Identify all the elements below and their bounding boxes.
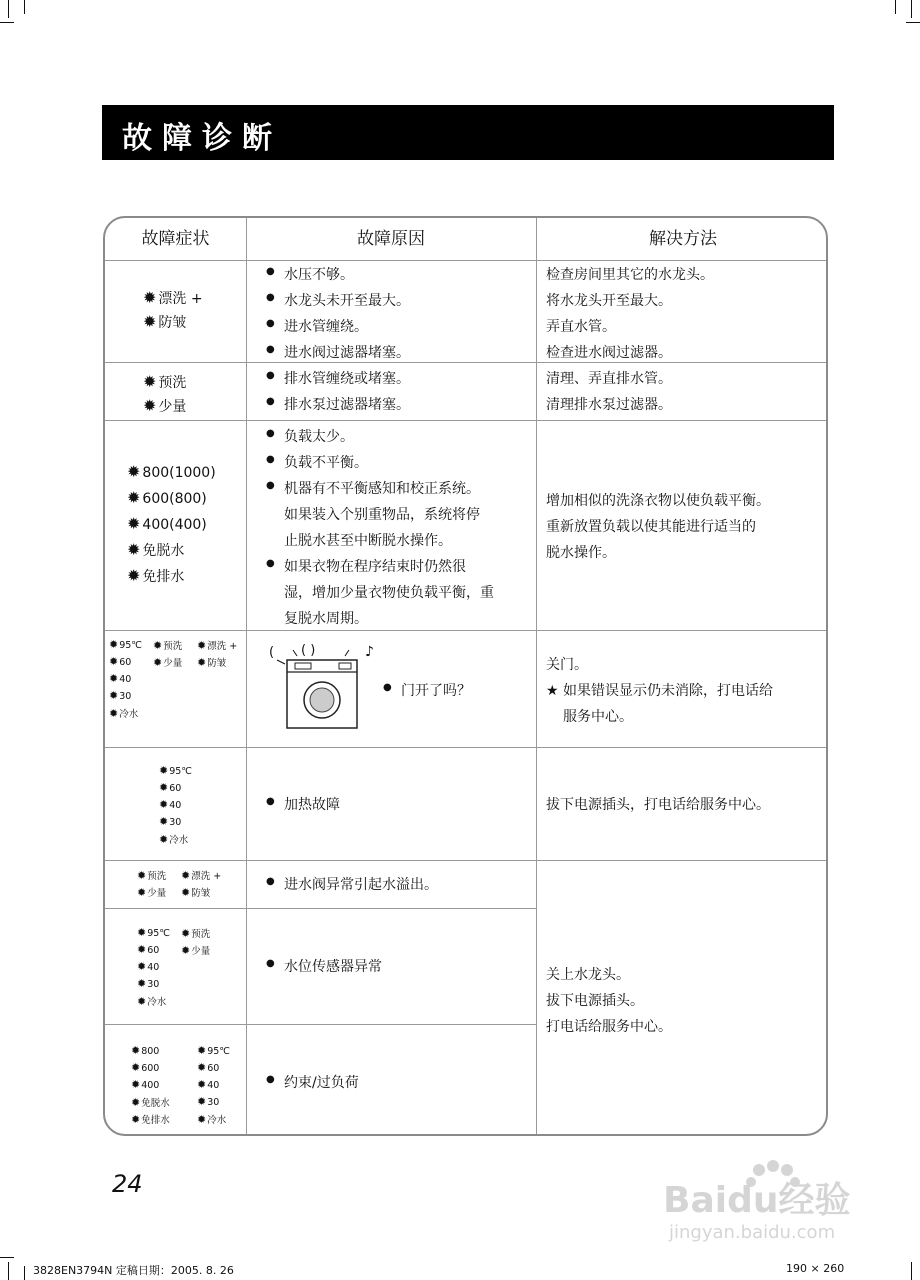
- crop-mark: [906, 22, 920, 23]
- solution-item: 清理、弄直排水管。: [546, 371, 672, 387]
- symptom-led: ✹冷水: [109, 707, 139, 720]
- led-icon: ✹: [197, 1078, 207, 1091]
- svg-text:(: (: [269, 645, 275, 660]
- led-icon: ✹: [137, 926, 147, 939]
- solution-item: 重新放置负载以使其能进行适当的: [546, 519, 756, 535]
- cause-item: ● 约束/过负荷: [284, 1072, 359, 1092]
- symptom-led: ✹ 预洗: [143, 372, 187, 391]
- header-symptom: 故障症状: [141, 229, 210, 249]
- symptom-led: ✹冷水: [159, 833, 189, 846]
- symptom-led: ✹800: [131, 1044, 160, 1057]
- watermark-url: jingyan.baidu.com: [669, 1222, 836, 1243]
- solution-item: ★ 如果错误显示仍未消除，打电话给: [546, 683, 774, 699]
- symptom-led: ✹ 少量: [143, 396, 187, 415]
- symptom-led: ✹少量: [181, 944, 211, 957]
- symptom-led: ✹预洗: [181, 927, 211, 940]
- symptom-led: ✹95℃: [197, 1044, 230, 1057]
- symptom-led: ✹ 600(800): [127, 488, 207, 507]
- symptom-led: ✹95℃: [109, 638, 142, 651]
- footer-size: 190 × 260: [786, 1262, 845, 1275]
- led-icon: ✹: [181, 869, 191, 882]
- symptom-led: ✹60: [137, 943, 160, 956]
- cause-item: ● 进水阀过滤器堵塞。: [284, 342, 410, 362]
- led-icon: ✹: [131, 1096, 141, 1109]
- header-cause: 故障原因: [357, 229, 425, 249]
- cause-item: ● 加热故障: [284, 794, 340, 814]
- cause-item-cont: 湿，增加少量衣物使负载平衡，重: [284, 585, 494, 601]
- footer-doc-code: 3828EN3794N 定稿日期：2005. 8. 26: [33, 1264, 234, 1277]
- led-icon: ✹: [197, 1095, 207, 1108]
- symptom-led: ✹40: [109, 672, 132, 685]
- led-icon: ✹: [159, 798, 169, 811]
- symptom-led: ✹40: [197, 1078, 220, 1091]
- symptom-led: ✹ 免脱水: [127, 540, 185, 559]
- solution-item: 拔下电源插头，打电话给服务中心。: [546, 797, 770, 813]
- led-icon: ✹: [159, 781, 169, 794]
- symptom-led: ✹免脱水: [131, 1096, 170, 1109]
- watermark-brand: Baidu经验: [663, 1180, 851, 1221]
- led-icon: ✹: [109, 655, 119, 668]
- cause-item: ● 进水管缠绕。: [284, 316, 368, 336]
- crop-mark: [911, 0, 912, 18]
- title-bar: [102, 105, 834, 160]
- solution-item: 关门。: [546, 657, 588, 673]
- solution-item: 弄直水管。: [546, 319, 616, 335]
- page-number: 24: [112, 1170, 143, 1198]
- solution-item: 清理排水泵过滤器。: [546, 397, 672, 413]
- cause-item: ● 负载不平衡。: [284, 452, 368, 472]
- crop-mark: [24, 0, 25, 14]
- solution-item: 脱水操作。: [546, 545, 616, 561]
- symptom-led: ✹少量: [137, 886, 167, 899]
- led-icon: ✹: [109, 707, 119, 720]
- symptom-led: ✹30: [197, 1095, 220, 1108]
- led-icon: ✹: [131, 1113, 141, 1126]
- led-icon: ✹: [143, 372, 157, 391]
- led-icon: ✹: [197, 1113, 207, 1126]
- solution-item: 检查房间里其它的水龙头。: [546, 267, 714, 283]
- led-icon: ✹: [181, 944, 191, 957]
- symptom-led: ✹防皱: [181, 886, 211, 899]
- led-icon: ✹: [143, 312, 157, 331]
- washing-machine-icon: [265, 640, 383, 730]
- led-icon: ✹: [131, 1078, 141, 1091]
- solution-item: 关上水龙头。: [546, 967, 630, 983]
- baidu-watermark: [655, 1160, 865, 1245]
- symptom-led: ✹30: [137, 977, 160, 990]
- header-solution: 解决方法: [649, 229, 717, 249]
- led-icon: ✹: [153, 656, 163, 669]
- solution-item: 将水龙头开至最大。: [546, 293, 672, 309]
- symptom-led: ✹30: [109, 689, 132, 702]
- led-icon: ✹: [137, 995, 147, 1008]
- symptom-led: ✹400: [131, 1078, 160, 1091]
- symptom-led: ✹ 400(400): [127, 514, 207, 533]
- led-icon: ✹: [137, 886, 147, 899]
- symptom-led: ✹预洗: [137, 869, 167, 882]
- led-icon: ✹: [197, 656, 207, 669]
- led-icon: ✹: [137, 977, 147, 990]
- crop-mark: [0, 1257, 14, 1258]
- led-icon: ✹: [131, 1061, 141, 1074]
- crop-mark: [8, 1262, 9, 1280]
- cause-item: ● 排水管缠绕或堵塞。: [284, 368, 410, 388]
- cause-item: ● 排水泵过滤器堵塞。: [284, 394, 410, 414]
- led-icon: ✹: [137, 943, 147, 956]
- symptom-led: ✹40: [137, 960, 160, 973]
- led-icon: ✹: [159, 764, 169, 777]
- solution-item-cont: 服务中心。: [563, 709, 633, 725]
- symptom-led: ✹ 免排水: [127, 566, 185, 585]
- cause-item: ● 水位传感器异常: [284, 956, 382, 976]
- led-icon: ✹: [127, 514, 141, 533]
- crop-mark: [911, 1262, 912, 1280]
- svg-text:( ): ( ): [301, 643, 316, 658]
- led-icon: ✹: [109, 638, 119, 651]
- led-icon: ✹: [109, 689, 119, 702]
- symptom-led: ✹30: [159, 815, 182, 828]
- led-icon: ✹: [197, 639, 207, 652]
- symptom-led: ✹漂洗 +: [197, 639, 238, 652]
- crop-mark: [24, 1266, 25, 1280]
- led-icon: ✹: [159, 833, 169, 846]
- solution-item: 检查进水阀过滤器。: [546, 345, 672, 361]
- crop-mark: [895, 0, 896, 14]
- cause-item: ● 机器有不平衡感知和校正系统。: [284, 478, 480, 498]
- symptom-led: ✹预洗: [153, 639, 183, 652]
- page-title: 故障诊断: [122, 121, 282, 156]
- solution-item: 拔下电源插头。: [546, 993, 644, 1009]
- symptom-led: ✹ 漂洗 +: [143, 288, 203, 307]
- led-icon: ✹: [131, 1044, 141, 1057]
- symptom-led: ✹600: [131, 1061, 160, 1074]
- led-icon: ✹: [127, 540, 141, 559]
- cause-item: ● 负载太少。: [284, 426, 354, 446]
- led-icon: ✹: [143, 396, 157, 415]
- led-icon: ✹: [137, 960, 147, 973]
- led-icon: ✹: [153, 639, 163, 652]
- crop-mark: [8, 0, 9, 18]
- symptom-led: ✹40: [159, 798, 182, 811]
- symptom-led: ✹60: [197, 1061, 220, 1074]
- led-icon: ✹: [137, 869, 147, 882]
- led-icon: ✹: [127, 488, 141, 507]
- svg-text:♪: ♪: [365, 644, 374, 660]
- cause-item: ● 如果衣物在程序结束时仍然很: [284, 556, 466, 576]
- symptom-led: ✹60: [159, 781, 182, 794]
- cause-item: ● 进水阀异常引起水溢出。: [284, 874, 438, 894]
- symptom-led: ✹漂洗 +: [181, 869, 222, 882]
- cause-item-cont: 如果装入个别重物品，系统将停: [284, 507, 480, 523]
- symptom-led: ✹防皱: [197, 656, 227, 669]
- led-icon: ✹: [197, 1061, 207, 1074]
- solution-item: 增加相似的洗涤衣物以使负载平衡。: [546, 493, 770, 509]
- symptom-led: ✹95℃: [159, 764, 192, 777]
- cause-item: ● 水龙头未开至最大。: [284, 290, 410, 310]
- symptom-led: ✹ 防皱: [143, 312, 187, 331]
- led-icon: ✹: [197, 1044, 207, 1057]
- cause-item-cont: 复脱水周期。: [284, 611, 368, 627]
- led-icon: ✹: [159, 815, 169, 828]
- cause-item: ● 门开了吗？: [401, 680, 471, 700]
- symptom-led: ✹少量: [153, 656, 183, 669]
- led-icon: ✹: [143, 288, 157, 307]
- cause-item-cont: 止脱水甚至中断脱水操作。: [284, 533, 452, 549]
- cause-item: ● 水压不够。: [284, 264, 354, 284]
- symptom-led: ✹冷水: [197, 1113, 227, 1126]
- crop-mark: [0, 22, 14, 23]
- symptom-led: ✹冷水: [137, 995, 167, 1008]
- led-icon: ✹: [181, 886, 191, 899]
- symptom-led: ✹免排水: [131, 1113, 170, 1126]
- symptom-led: ✹95℃: [137, 926, 170, 939]
- led-icon: ✹: [109, 672, 119, 685]
- led-icon: ✹: [181, 927, 191, 940]
- led-icon: ✹: [127, 462, 141, 481]
- led-icon: ✹: [127, 566, 141, 585]
- solution-item: 打电话给服务中心。: [546, 1019, 672, 1035]
- symptom-led: ✹ 800(1000): [127, 462, 216, 481]
- troubleshooting-table: [103, 216, 828, 1136]
- symptom-led: ✹60: [109, 655, 132, 668]
